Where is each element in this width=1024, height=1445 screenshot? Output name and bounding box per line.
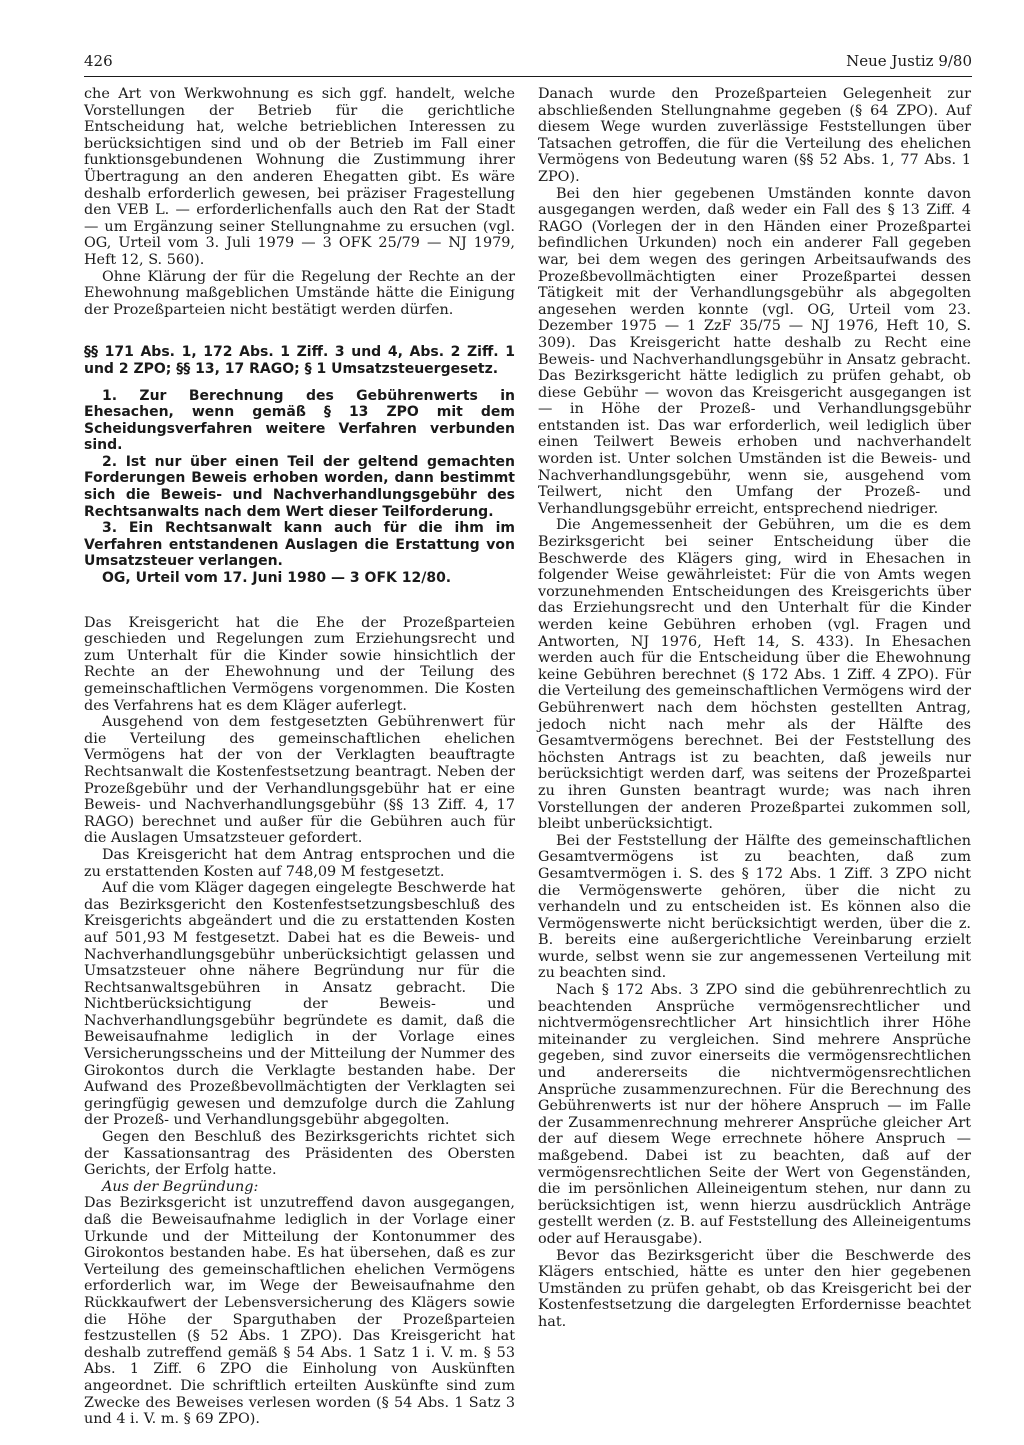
headnote: 1. Zur Berechnung des Gebührenwerts in Ehesachen, wenn gemäß § 13 ZPO mit dem Scheidungsverfahren weitere Verfahren verbunden sind. xyxy=(84,387,515,454)
paragraph: Auf die vom Kläger dagegen eingelegte Beschwerde hat das Bezirksgericht den Kostenfestsetzungsbeschluß des Kreisgerichts abgeändert und die zu erstattenden Kosten auf 501,93 M festgesetzt. Dabei hat es die Beweis- und Nachverhandlungsgebühr unberücksichtigt gelassen und Umsatzsteuer ohne nähere Begründung nur für die Rechtsanwaltsgebühren in Ansatz gebracht. Die Nichtberücksichtigung der Beweis- und Nachverhandlungsgebühr begründete es damit, daß die Beweisaufnahme lediglich in der Vorlage eines Versicherungsscheins und der Mitteilung der Nummer des Girokontos durch die Verklagte bestanden habe. Der Aufwand des Prozeßbevollmächtigten der Verklagten sei geringfügig gewesen und demzufolge durch die Zahlung der Prozeß- und Verhandlungsgebühr abgegolten. xyxy=(84,880,515,1129)
decision-citation: OG, Urteil vom 17. Juni 1980 — 3 OFK 12/80. xyxy=(102,570,452,587)
law-reference: §§ 171 Abs. 1, 172 Abs. 1 Ziff. 3 und 4, Abs. 2 Ziff. 1 und 2 ZPO; §§ 13, 17 RAGO; § 1 Umsatzsteuergesetz. xyxy=(84,344,515,377)
page-header xyxy=(84,50,972,77)
journal-issue: Neue Justiz 9/80 xyxy=(846,52,972,70)
paragraph: Ohne Klärung der für die Regelung der Rechte an der Ehewohnung maßgeblichen Umstände hätte die Einigung der Prozeßparteien nicht bestätigt werden dürfen. xyxy=(84,268,515,318)
paragraph: Das Kreisgericht hat die Ehe der Prozeßparteien geschieden und Regelungen zum Erziehungsrecht und zum Unterhalt für die Kinder sowie hinsichtlich der Rechte an der Ehewohnung und der Teilung des gemeinschaftlichen Vermögens vorgenommen. Die Kosten des Verfahrens hat es dem Kläger auferlegt. xyxy=(84,614,515,714)
paragraph: Bei den hier gegebenen Umständen konnte davon ausgegangen werden, daß weder ein Fall des § 13 Ziff. 4 RAGO (Vorlegen der in den Händen einer Prozeßpartei befindlichen Urkunden) noch ein anderer Fall gegeben war, bei dem wegen des geringen Arbeitsaufwands des Prozeßbevollmächtigten einer Prozeßpartei dessen Tätigkeit mit der Verhandlungsgebühr als abgegolten angesehen werden konnte (vgl. OG, Urteil vom 23. Dezember 1975 — 1 ZzF 35/75 — NJ 1976, Heft 10, S. 309). Das Kreisgericht hatte deshalb zu Recht eine Beweis- und Nachverhandlungsgebühr in Ansatz gebracht. Das Bezirksgericht hätte lediglich zu prüfen gehabt, ob diese Gebühr — wovon das Kreisgericht ausgegangen ist — in Höhe der Prozeß- und Verhandlungsgebühr entstanden ist. Das war erforderlich, weil lediglich über einen Teilwert Beweis erhoben und nachverhandelt worden ist. Unter solchen Umständen ist die Beweis- und Nachverhandlungsgebühr, wenn sie, ausgehend vom Teilwert, nicht den Umfang der Prozeß- und Verhandlungsgebühr erreicht, entsprechend niedriger. xyxy=(538,185,971,517)
paragraph: Nach § 172 Abs. 3 ZPO sind die gebührenrechtlich zu beachtenden Ansprüche vermögensrechtlicher und nichtvermögensrechtlicher Art hinsichtlich ihrer Höhe miteinander zu vergleichen. Sind mehrere Ansprüche gegeben, sind zuvor einerseits die vermögensrechtlichen und andererseits die nichtvermögensrechtlichen Ansprüche zusammenzurechnen. Für die Berechnung des Gebührenwerts ist nur der höhere Anspruch — im Falle der Zusammenrechnung mehrerer Ansprüche gleicher Art der auf diesem Wege errechnete höhere Anspruch — maßgebend. Dabei ist zu beachten, daß auf der vermögensrechtlichen Seite der Wert von Gegenständen, die im persönlichen Alleineigentum stehen, nur dann zu berücksichtigen ist, wenn hierzu ausdrücklich Anträge gestellt werden (z. B. auf Feststellung des Alleineigentums oder auf Herausgabe). xyxy=(538,982,971,1247)
paragraph: Danach wurde den Prozeßparteien Gelegenheit zur abschließenden Stellungnahme gegeben (§ 64 ZPO). Auf diesem Wege wurden zuverlässige Feststellungen über Tatsachen getroffen, die für die Verteilung des ehelichen Vermögens von Bedeutung waren (§§ 52 Abs. 1, 77 Abs. 1 ZPO). xyxy=(538,86,971,185)
paragraph: Bei der Feststellung der Hälfte des gemeinschaftlichen Gesamtvermögens ist zu beachten, daß zum Gesamtvermögen i. S. des § 172 Abs. 1 Ziff. 3 ZPO nicht die Vermögenswerte gehören, über die nicht zu verhandeln und zu entscheiden ist. Es können also die Vermögenswerte nicht berücksichtigt werden, über die z. B. bereits eine außergerichtliche Vereinbarung erzielt wurde, selbst wenn sie zur angemessenen Verteilung mit zu beachten sind. xyxy=(538,832,971,982)
paragraph: Gegen den Beschluß des Bezirksgerichts richtet sich der Kassationsantrag des Präsidenten des Obersten Gerichts, der Erfolg hatte. xyxy=(84,1129,515,1179)
paragraph: Das Bezirksgericht ist unzutreffend davon ausgegangen, daß die Beweisaufnahme lediglich in der Vorlage einer Urkunde und der Mitteilung der Kontonummer des Girokontos bestanden habe. Es hat übersehen, daß es zur Verteilung des gemeinschaftlichen ehelichen Vermögens erforderlich war, im Wege der Beweisaufnahme den Rückkaufwert der Lebensversicherung des Klägers sowie die Höhe der Sparguthaben der Prozeßparteien festzustellen (§ 52 Abs. 1 ZPO). Das Kreisgericht hat deshalb zutreffend gemäß § 54 Abs. 1 Satz 1 i. V. m. § 53 Abs. 1 Ziff. 6 ZPO die Einholung von Auskünften angeordnet. Die schriftlich erteilten Auskünfte sind zum Zwecke des Beweises verlesen worden (§ 54 Abs. 1 Satz 3 und 4 i. V. m. § 69 ZPO). xyxy=(84,1195,515,1428)
paragraph: che Art von Werkwohnung es sich ggf. handelt, welche Vorstellungen der Betrieb für die gerichtliche Entscheidung hat, welche betrieblichen Interessen zu berücksichtigen sind und ob der Betrieb im Fall einer funktionsgebundenen Wohnung die Zustimmung ihrer Übertragung an den anderen Ehegatten gibt. Es wäre deshalb erforderlich gewesen, bei präziser Fragestellung den VEB L. — erforderlichenfalls auch den Rat der Stadt — um Ergänzung seiner Stellungnahme zu ersuchen (vgl. OG, Urteil vom 3. Juli 1979 — 3 OFK 25/79 — NJ 1979, Heft 12, S. 560). xyxy=(84,86,515,268)
section-subheading: Aus der Begründung: xyxy=(102,1178,259,1195)
left-column xyxy=(84,86,515,1428)
paragraph: Bevor das Bezirksgericht über die Beschwerde des Klägers entschied, hätte es unter den hier gegebenen Umständen zu prüfen gehabt, ob das Kreisgericht bei der Kostenfestsetzung die dargelegten Erfordernisse beachtet hat. xyxy=(538,1247,971,1330)
headnote: 2. Ist nur über einen Teil der geltend gemachten Forderungen Beweis erhoben worden, dann bestimmt sich die Beweis- und Nachverhandlungsgebühr des Rechtsanwalts nach dem Wert dieser Teilforderung. xyxy=(84,453,515,520)
right-column xyxy=(538,86,971,1366)
paragraph: Die Angemessenheit der Gebühren, um die es dem Bezirksgericht bei seiner Entscheidung über die Beschwerde des Klägers ging, wird in Ehesachen in folgender Weise gewährleistet: Für die von Amts wegen vorzunehmenden Entscheidungen des Kreisgerichts über das Erziehungsrecht und den Unterhalt für die Kinder werden keine Gebühren erhoben (vgl. Fragen und Antworten, NJ 1976, Heft 14, S. 433). In Ehesachen werden auch für die Entscheidung über die Ehewohnung keine Gebühren berechnet (§ 172 Abs. 1 Ziff. 4 ZPO). Für die Verteilung des gemeinschaftlichen Vermögens wird der Gebührenwert nach dem höchsten gestellten Antrag, jedoch nicht nach mehr als der Hälfte des Gesamtvermögens berechnet. Bei der Feststellung des höchsten Antrags ist zu beachten, daß jeweils nur berücksichtigt werden darf, was seitens der Prozeßpartei zu ihren Gunsten beantragt wurde; was nach ihren Vorstellungen der anderen Prozeßpartei zukommen soll, bleibt unberücksichtigt. xyxy=(538,517,971,833)
paragraph: Ausgehend von dem festgesetzten Gebührenwert für die Verteilung des gemeinschaftlichen ehelichen Vermögens hat der von der Verklagten beauftragte Rechtsanwalt die Kostenfestsetzung beantragt. Neben der Prozeßgebühr und der Verhandlungsgebühr hat er eine Beweis- und Nachverhandlungsgebühr (§§ 13 Ziff. 4, 17 RAGO) berechnet und außer für die Gebühren auch für die Auslagen Umsatzsteuer gefordert. xyxy=(84,714,515,847)
page-number: 426 xyxy=(84,52,113,70)
paragraph: Das Kreisgericht hat dem Antrag entsprochen und die zu erstattenden Kosten auf 748,09 M festgesetzt. xyxy=(84,846,515,880)
headnote: 3. Ein Rechtsanwalt kann auch für die ihm im Verfahren entstandenen Auslagen die Erstattung von Umsatzsteuer verlangen. xyxy=(84,520,515,570)
